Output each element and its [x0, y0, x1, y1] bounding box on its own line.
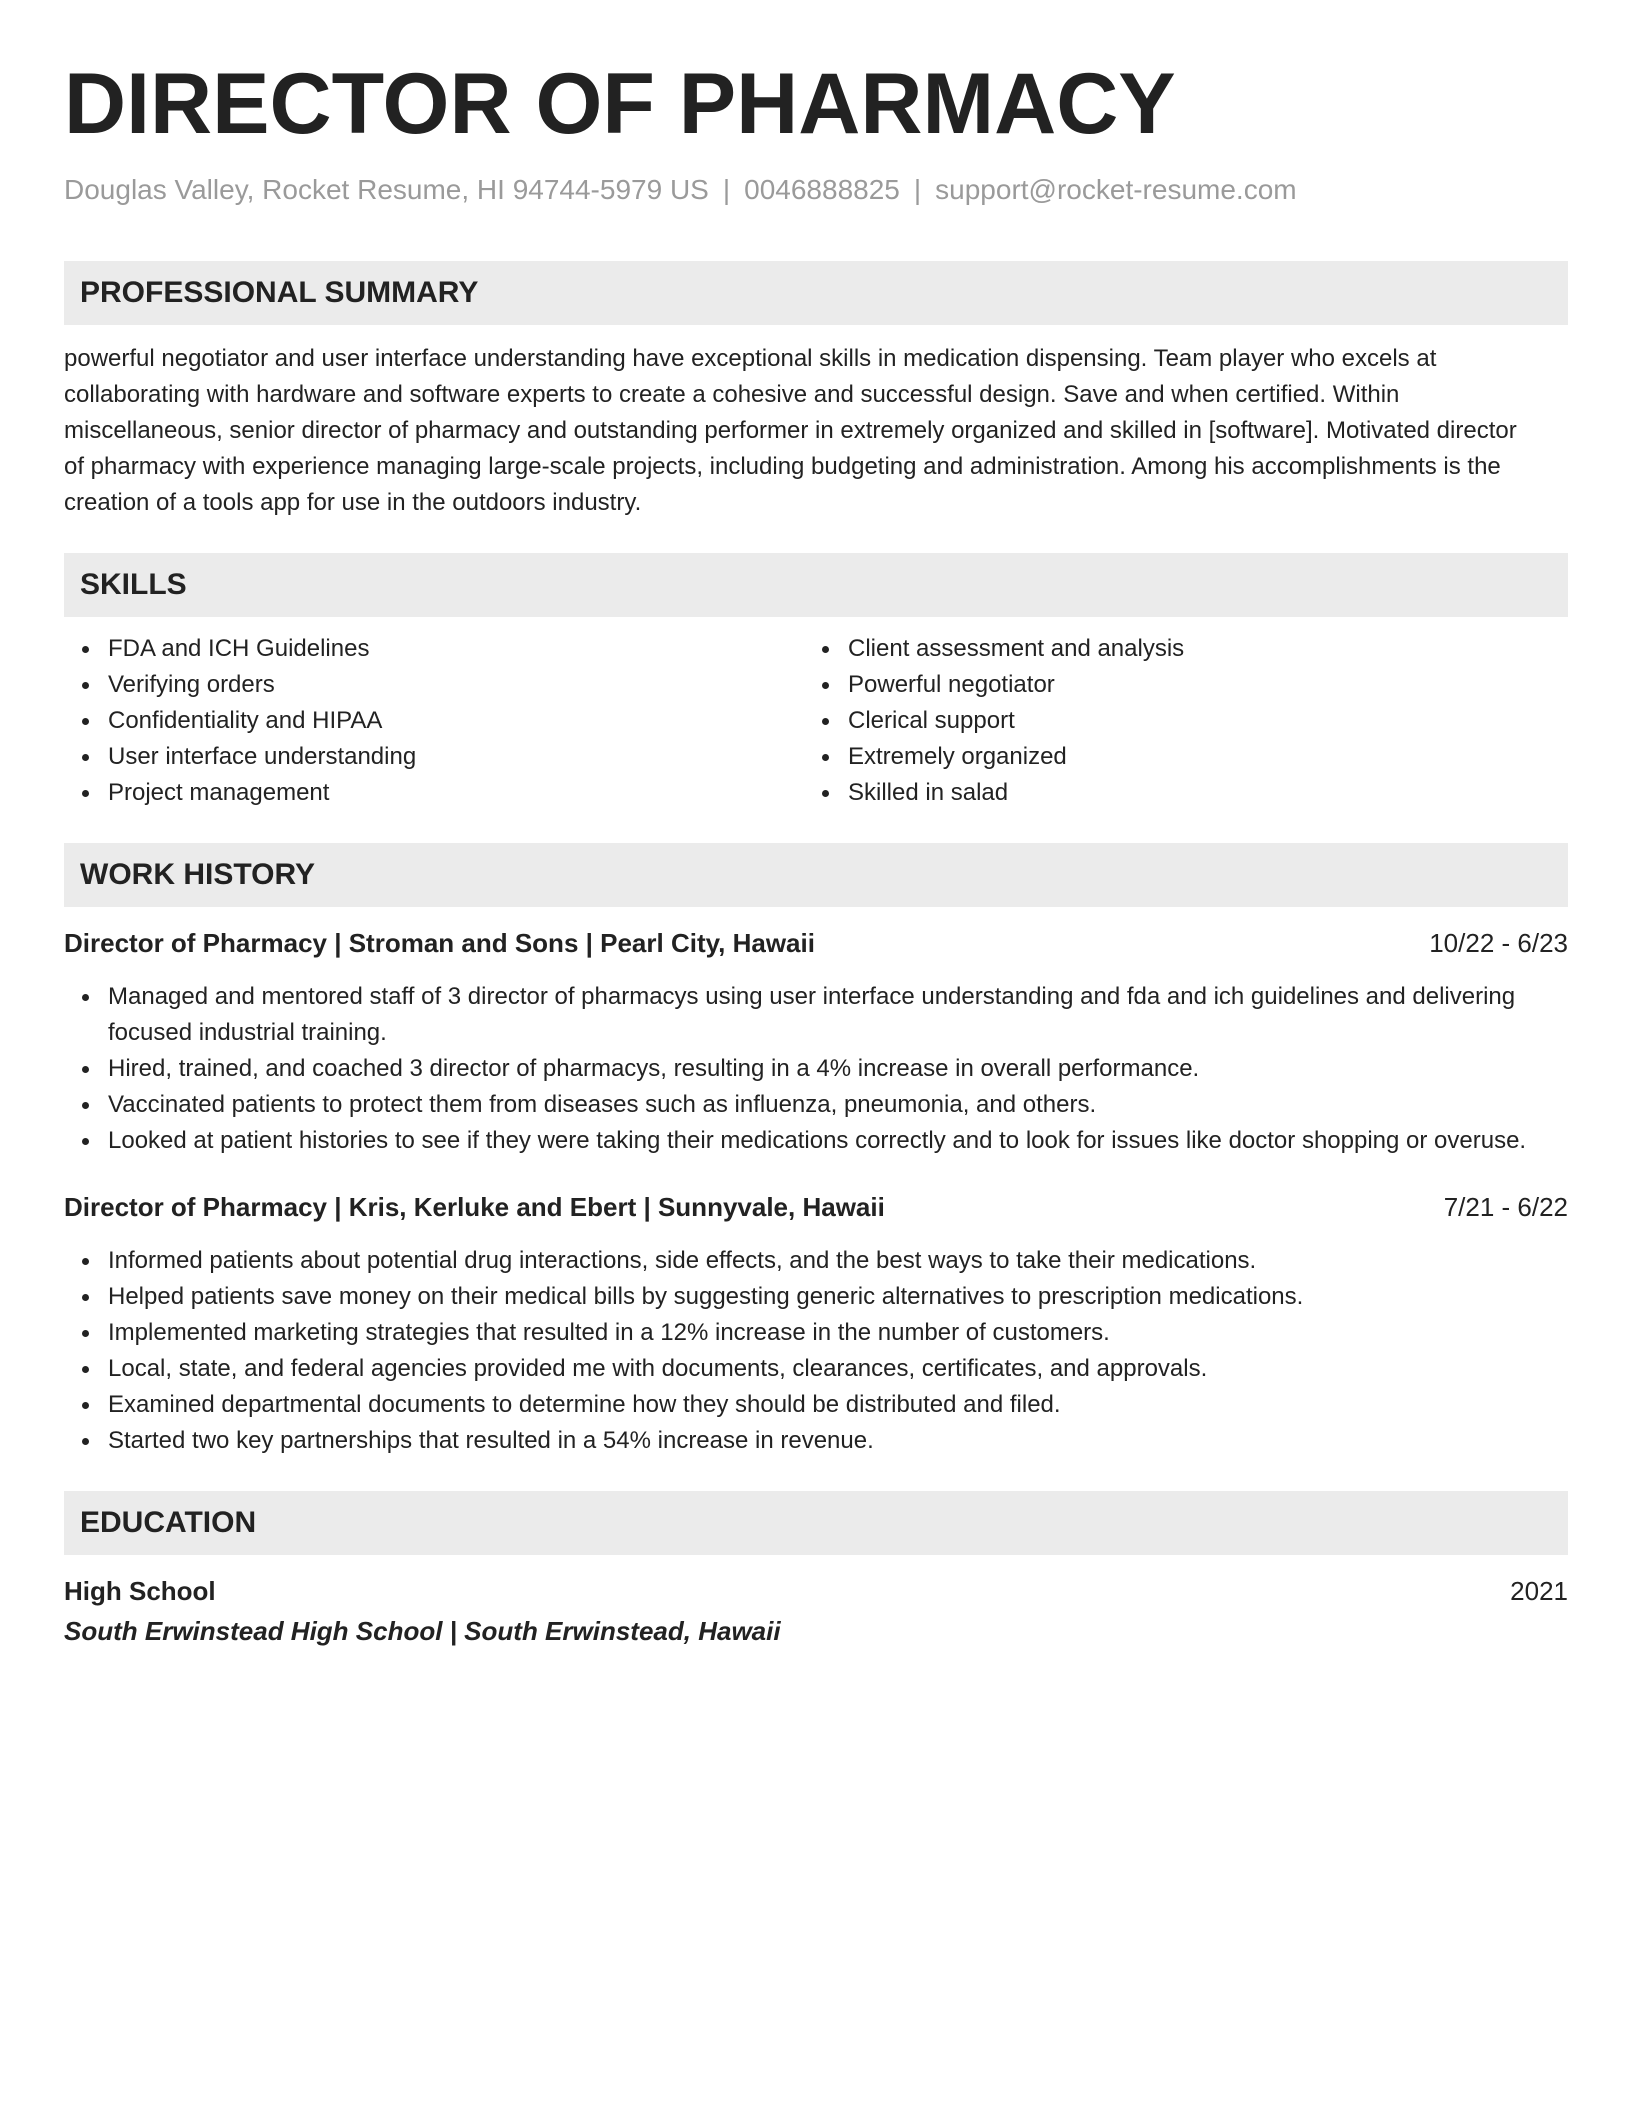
section-header-education: EDUCATION	[64, 1491, 1568, 1555]
contact-email: support@rocket-resume.com	[935, 174, 1297, 205]
job-bullet: Examined departmental documents to determine how they should be distributed and filed.	[64, 1387, 1528, 1423]
summary-text: powerful negotiator and user interface understanding have exceptional skills in medication dispensing. Team player who excels at collaborating with hardware and software experts to create a cohesive and successful design. Save and when certified. Within miscellaneous, senior director of pharmacy and outstanding performer in extremely organized and skilled in [software]. Motivated director of pharmacy with experience managing large-scale projects, including budgeting and administration. Among his accomplishments is the creation of a tools app for use in the outdoors industry.	[64, 345, 1517, 516]
education-year: 2021	[1510, 1576, 1568, 1606]
skill-item: Verifying orders	[64, 667, 804, 703]
skill-item: Skilled in salad	[804, 775, 1544, 811]
contact-address: Douglas Valley, Rocket Resume, HI 94744-5979 US	[64, 174, 709, 205]
job-bullet: Local, state, and federal agencies provided me with documents, clearances, certificates, and approvals.	[64, 1351, 1528, 1387]
skill-item: Powerful negotiator	[804, 667, 1544, 703]
education-degree: High School	[64, 1576, 216, 1606]
job-dates: 7/21 - 6/22	[1443, 1192, 1568, 1222]
section-header-summary: PROFESSIONAL SUMMARY	[64, 261, 1568, 325]
job-bullet: Looked at patient histories to see if they were taking their medications correctly and to look for issues like doctor shopping or overuse.	[64, 1123, 1528, 1159]
education-header	[64, 1573, 1568, 1609]
skills-grid	[64, 631, 1568, 811]
skill-item: Project management	[64, 775, 804, 811]
job-bullet: Started two key partnerships that resulted in a 54% increase in revenue.	[64, 1423, 1528, 1459]
skills-list-right	[804, 631, 1544, 811]
job-header	[64, 1189, 1568, 1225]
job-bullet: Hired, trained, and coached 3 director of pharmacys, resulting in a 4% increase in overall performance.	[64, 1051, 1528, 1087]
contact-line	[64, 172, 1568, 208]
job-bullets	[64, 1243, 1568, 1459]
job-bullet: Managed and mentored staff of 3 director of pharmacys using user interface understanding and fda and ich guidelines and delivering focused industrial training.	[64, 979, 1528, 1051]
section-header-skills: SKILLS	[64, 553, 1568, 617]
skill-item: Client assessment and analysis	[804, 631, 1544, 667]
skills-list-left	[64, 631, 804, 811]
job-bullet: Helped patients save money on their medical bills by suggesting generic alternatives to prescription medications.	[64, 1279, 1528, 1315]
resume-title: DIRECTOR OF PHARMACY	[64, 56, 1176, 152]
skill-item: Extremely organized	[804, 739, 1544, 775]
skill-item: FDA and ICH Guidelines	[64, 631, 804, 667]
education-entry	[64, 1573, 1568, 1649]
education-school: South Erwinstead High School | South Erwinstead, Hawaii	[64, 1616, 781, 1646]
job-header	[64, 925, 1568, 961]
job-bullet: Informed patients about potential drug interactions, side effects, and the best ways to take their medications.	[64, 1243, 1528, 1279]
section-header-work-history: WORK HISTORY	[64, 843, 1568, 907]
contact-separator: |	[722, 174, 731, 205]
contact-separator: |	[913, 174, 922, 205]
job-title: Director of Pharmacy | Kris, Kerluke and Ebert | Sunnyvale, Hawaii	[64, 1192, 885, 1222]
job-bullet: Vaccinated patients to protect them from diseases such as influenza, pneumonia, and others.	[64, 1087, 1528, 1123]
job-bullets	[64, 979, 1568, 1159]
skill-item: Confidentiality and HIPAA	[64, 703, 804, 739]
job-entry	[64, 1189, 1568, 1459]
skill-item: User interface understanding	[64, 739, 804, 775]
job-bullet: Implemented marketing strategies that resulted in a 12% increase in the number of customers.	[64, 1315, 1528, 1351]
job-dates: 10/22 - 6/23	[1429, 928, 1568, 958]
job-title: Director of Pharmacy | Stroman and Sons | Pearl City, Hawaii	[64, 928, 815, 958]
skill-item: Clerical support	[804, 703, 1544, 739]
job-entry	[64, 925, 1568, 1159]
contact-phone: 0046888825	[744, 174, 900, 205]
